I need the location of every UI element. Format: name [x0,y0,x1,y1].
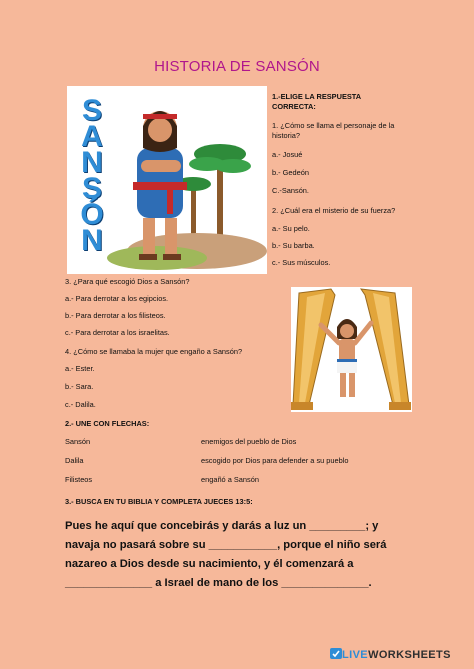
logo-prefix: LIVE [342,649,369,661]
question-3-option-b: b.- Para derrotar a los filisteos. [65,311,166,320]
question-3: 3. ¿Para qué escogió Dios a Sansón? [65,277,190,286]
verse-line-1: Pues he aquí que concebirás y darás a luz un _________; y [65,520,379,532]
match-left-2: Dalila [65,456,84,465]
logo-suffix: WORKSHEETS [368,649,451,661]
verse-line-4: ______________ a Israel de mano de los ______________. [65,577,372,589]
question-3-option-c: c.- Para derrotar a los israelitas. [65,328,170,337]
section3-heading: 3.- BUSCA EN TU BIBLIA Y COMPLETA JUECES 13:5: [65,497,253,506]
question-1-line1: 1. ¿Cómo se llama el personaje de la [272,121,395,130]
page-title: HISTORIA DE SANSÓN [154,58,320,75]
question-4-option-a: a.- Ester. [65,364,95,373]
verse-line-2: navaja no pasará sobre su ___________, porque el niño será [65,539,387,551]
question-1-line2: historia? [272,131,300,140]
match-right-3: engañó a Sansón [201,475,259,484]
samson-logo-text: SANSÓN [80,94,104,257]
question-2: 2. ¿Cuál era el misterio de su fuerza? [272,206,396,215]
liveworksheets-icon [330,648,342,659]
question-4: 4. ¿Cómo se llamaba la mujer que engaño a Sansón? [65,347,243,356]
section1-heading-line1: 1.-ELIGE LA RESPUESTA [272,92,362,101]
question-1-option-b: b.- Gedeón [272,168,309,177]
question-1-option-a: a.- Josué [272,150,303,159]
question-2-option-a: a.- Su pelo. [272,224,310,233]
samson-pillars-art [291,287,412,412]
match-right-1: enemigos del pueblo de Dios [201,437,297,446]
question-1-option-c: C.-Sansón. [272,186,309,195]
section2-heading: 2.- UNE CON FLECHAS: [65,419,150,428]
question-2-option-b: b.- Su barba. [272,241,315,250]
question-2-option-c: c.- Sus músculos. [272,258,331,267]
samson-illustration [67,86,267,274]
samson-pillars-illustration [291,287,412,412]
question-4-option-c: c.- Dalila. [65,400,96,409]
question-3-option-a: a.- Para derrotar a los egipcios. [65,294,169,303]
section1-heading-line2: CORRECTA: [272,102,316,111]
match-right-2: escogido por Dios para defender a su pueblo [201,456,349,465]
question-4-option-b: b.- Sara. [65,382,94,391]
verse-line-3: nazareo a Dios desde su nacimiento, y él comenzará a [65,558,354,570]
liveworksheets-logo[interactable] [330,648,451,661]
match-left-3: Filisteos [65,475,93,484]
match-left-1: Sansón [65,437,91,446]
